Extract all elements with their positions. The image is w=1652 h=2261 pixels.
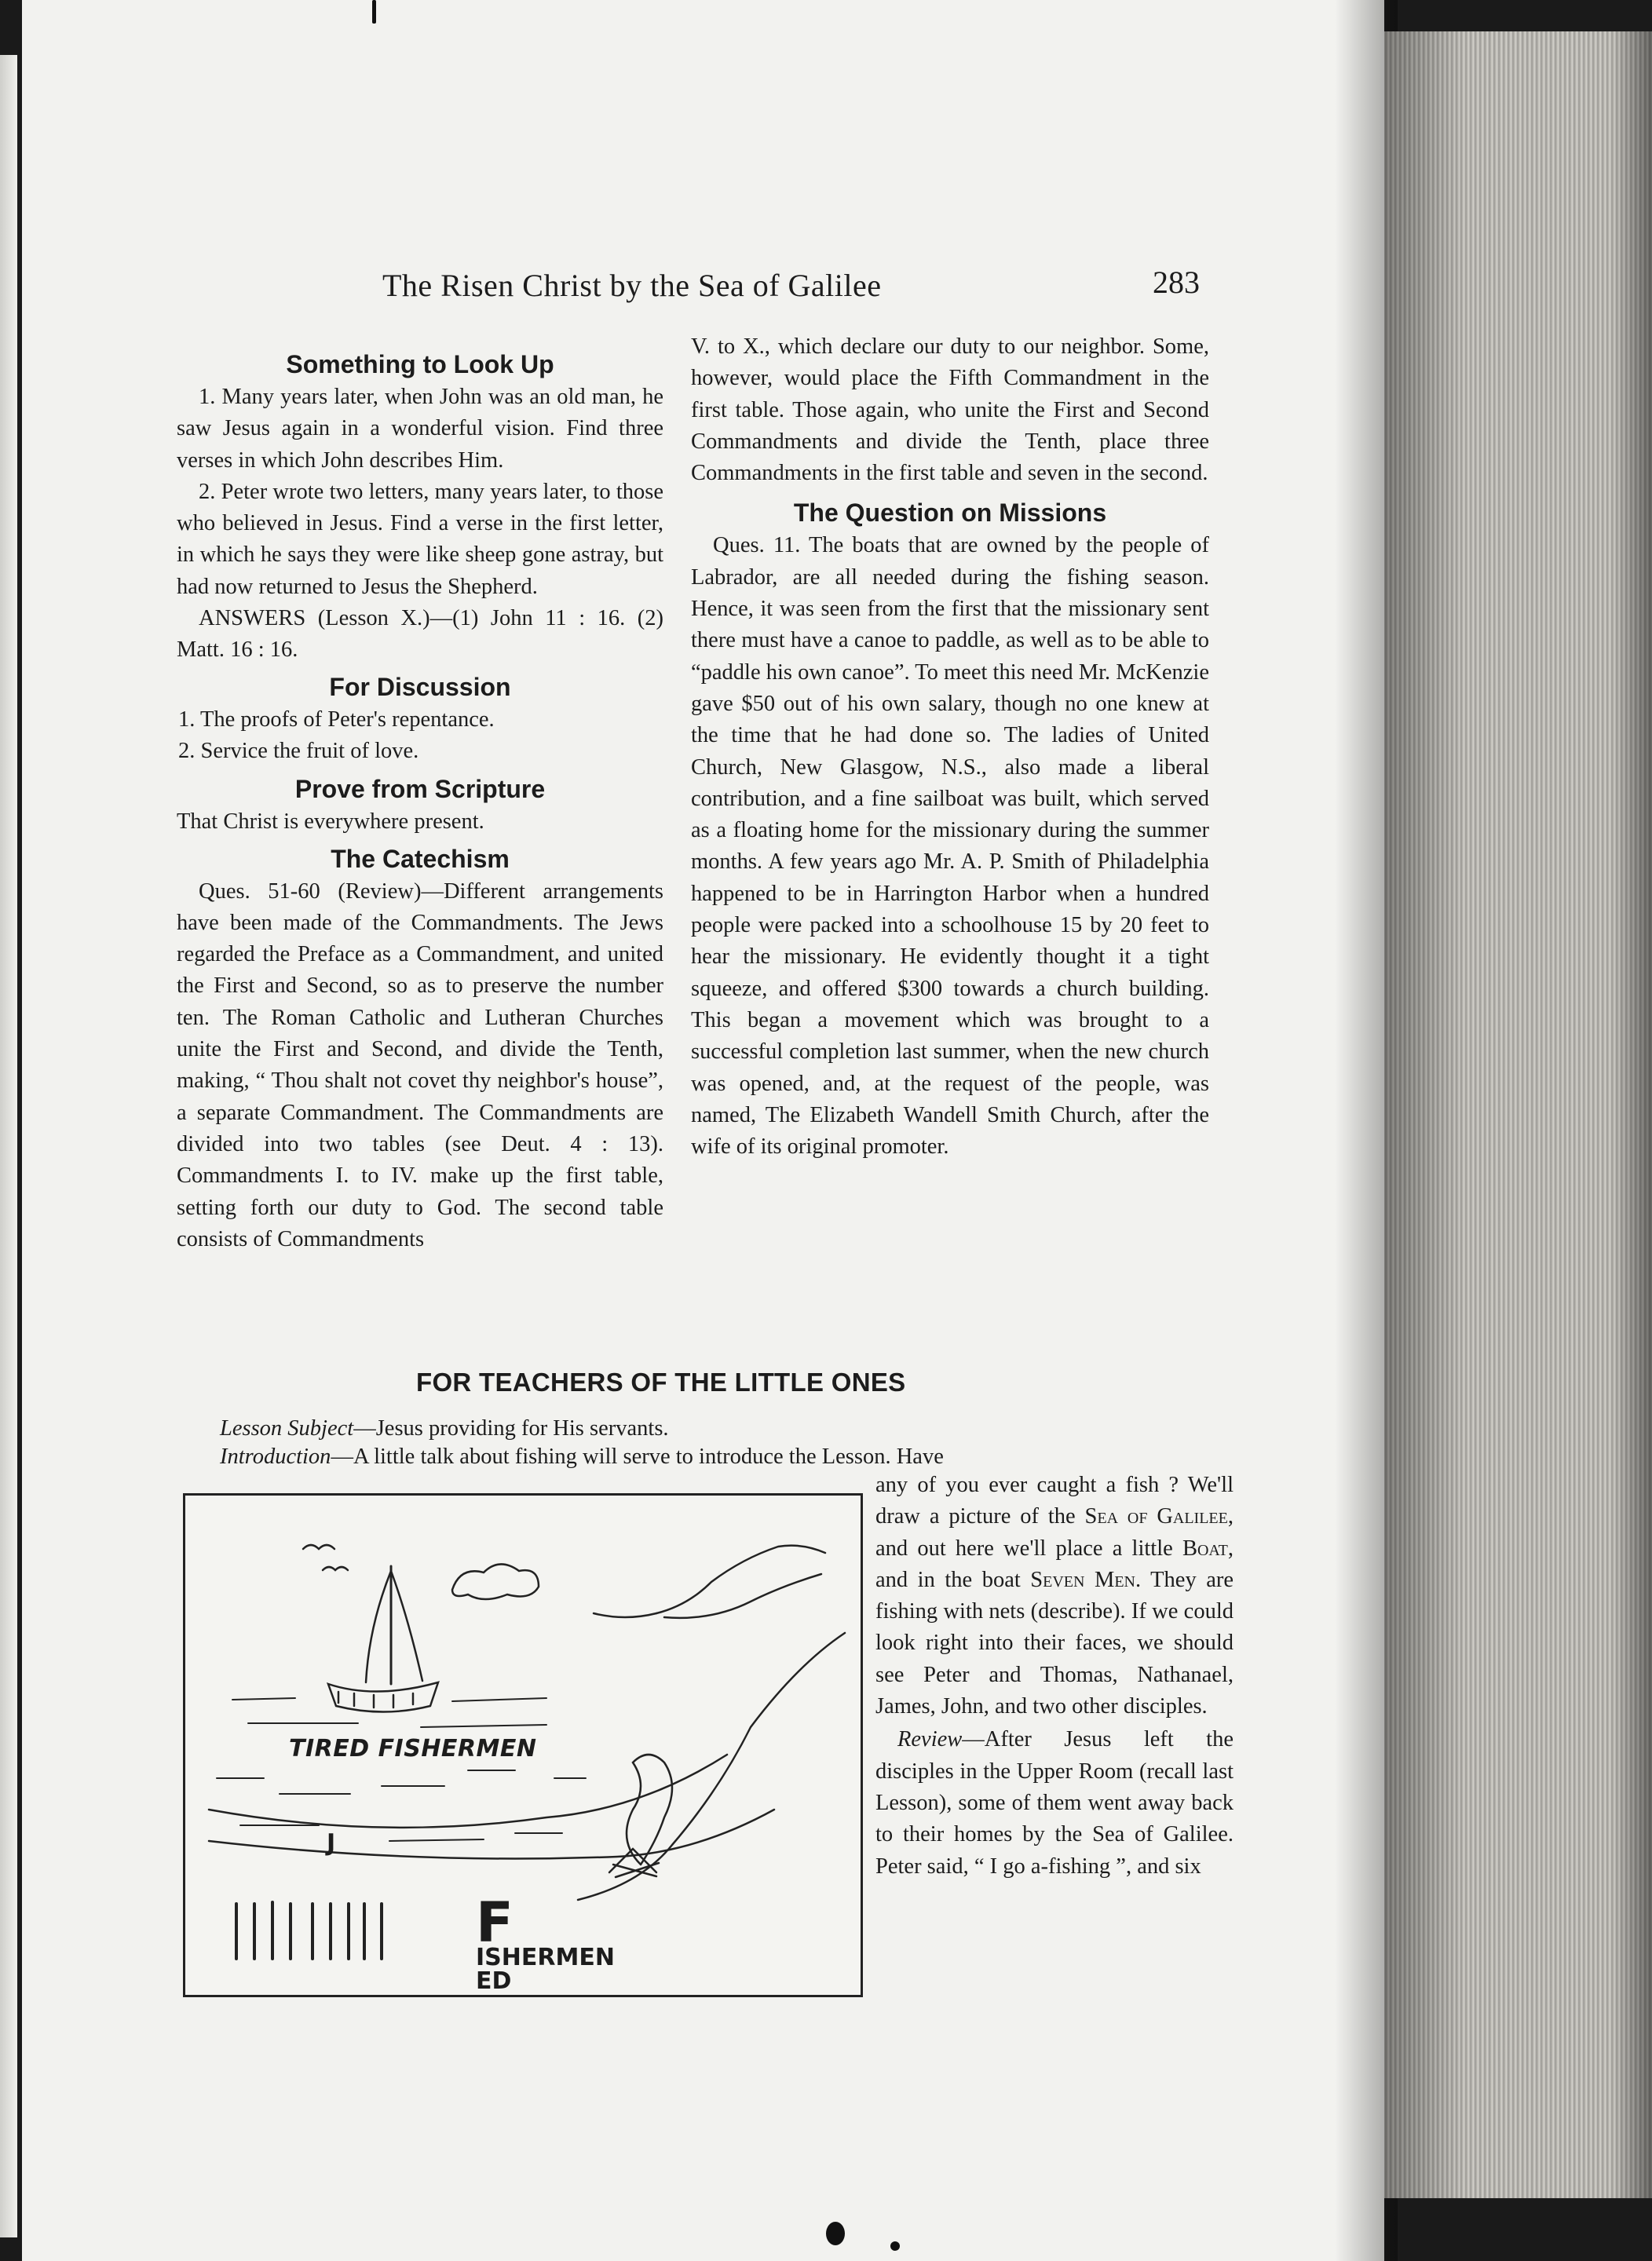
lesson-subject-line	[220, 1413, 669, 1445]
scan-speck	[890, 2241, 900, 2251]
hill-outline	[656, 1546, 825, 1613]
review-label: Review	[897, 1727, 963, 1752]
introduction-continued	[875, 1470, 1234, 1722]
scan-speck	[372, 0, 376, 24]
fed-line-2: ED	[476, 1967, 512, 1995]
catechism-paragraph: Ques. 51-60 (Review)—Different arrangements have been made of the Commandments. The Jews regarded the Preface as a Commandment, and united the First and Second, so as to preserve the number ten. The Roman Catholic and Lutheran Churches unite the First and Second, and divide the Tenth, making, “ Thou shalt not covet thy neighbor's house”, a separate Commandment. The Commandments are divided into two tables (see Deut. 4 : 13). Commandments I. to IV. make up the first table, setting forth our duty to God. The second table consists of Commandments	[177, 878, 663, 1251]
bird-sketch	[303, 1545, 334, 1549]
introduction-label: Introduction	[220, 1445, 331, 1469]
intro-text-run: , and in the boat	[875, 1536, 1234, 1592]
section-heading-look-up: Something to Look Up	[286, 350, 554, 378]
prove-text: That Christ is everywhere present.	[177, 809, 484, 835]
discussion-list	[177, 704, 663, 768]
fed-line-1: ISHERMEN	[476, 1944, 615, 1971]
bird-sketch	[323, 1567, 348, 1570]
section-heading-prove: Prove from Scripture	[294, 775, 546, 804]
intro-text-run: . They are fishing with nets (describe). If we could look right into their faces, we should see Peter and Thomas, Nathanael, James, John, and two other disciples.	[875, 1567, 1234, 1719]
boat-term: Boat	[1182, 1536, 1228, 1561]
discussion-item: 1. The proofs of Peter's repentance.	[178, 707, 495, 732]
catechism-continued: V. to X., which declare our duty to our neighbor. Some, however, would place the Fifth Commandment in the first table. Those again, who unite the First and Second Commandments and divide the Tenth, place three Commandments in the first table and seven in the second.	[691, 334, 1209, 486]
tally-marks	[236, 1902, 382, 1959]
section-heading-catechism: The Catechism	[331, 844, 510, 873]
sea-of-galilee-term: Sea of Galilee	[1084, 1504, 1228, 1529]
discussion-item: 2. Service the fruit of love.	[178, 738, 419, 763]
section-heading-discussion: For Discussion	[329, 672, 511, 701]
introduction-line	[220, 1441, 1233, 1473]
review-paragraph	[875, 1724, 1234, 1882]
scan-speck	[826, 2222, 845, 2245]
section-heading-missions: The Question on Missions	[793, 499, 1107, 528]
look-up-question-2: 2. Peter wrote two letters, many years later, to those who believed in Jesus. Find a verse in the first letter, in which he says they were like sheep gone astray, but had now returned to Jesus the Shepherd.	[177, 479, 663, 599]
page-block-shading	[1384, 31, 1652, 2198]
cloud-sketch	[452, 1564, 539, 1599]
j-label: J	[327, 1829, 336, 1857]
blackboard-illustration	[183, 1493, 863, 1997]
seven-men-term: Seven Men	[1030, 1567, 1135, 1592]
tired-fishermen-label: TIRED FISHERMEN	[289, 1735, 537, 1762]
fishermen-fed-label	[476, 1890, 615, 1995]
fed-initial: F	[476, 1890, 514, 1955]
page-number: 283	[1153, 265, 1200, 300]
introduction-text: —A little talk about fishing will serve to introduce the Lesson. Have	[331, 1445, 944, 1469]
missions-paragraph: Ques. 11. The boats that are owned by the people of Labrador, are all needed during the fishing season. Hence, it was seen from the first that the missionary sent there must have a canoe to paddle, as well as to be able to “paddle his own canoe”. To meet this need Mr. McKenzie gave $50 out of his own salary, though no one knew at the time that he had done so. The ladies of United Church, New Glasgow, N.S., also made a liberal contribution, and a fine sailboat was built, which served as a floating home for the missionary during the summer months. A few years ago Mr. A. P. Smith of Philadelphia happened to be in Harrington Harbor when a hundred people were packed into a schoolhouse 15 by 20 feet to hear the missionary. He evidently thought it a tight squeeze, and offered $300 towards a church building. This began a movement which was brought to a successful completion last summer, when the new church was opened, and, at the request of the people, was named, The Elizabeth Wandell Smith Church, after the wife of its original promoter.	[691, 533, 1209, 1160]
lesson-subject-label: Lesson Subject	[220, 1416, 354, 1441]
beach-edge	[578, 1633, 845, 1900]
boat-sail	[366, 1571, 391, 1682]
teachers-text-column	[875, 1470, 1234, 1883]
left-column	[177, 345, 663, 1255]
right-column	[691, 331, 1209, 1163]
lesson-subject-text: —Jesus providing for His servants.	[353, 1416, 669, 1441]
intro-text-run: , and out here we'll place a little	[875, 1504, 1234, 1561]
review-text: —After Jesus left the disciples in the Upper Room (recall last Lesson), some of them went away back to their homes by the Sea of Galilee. Peter said, “ I go a-fishing ”, and six	[875, 1727, 1234, 1879]
answers-paragraph: ANSWERS (Lesson X.)—(1) John 11 : 16. (2) Matt. 16 : 16.	[177, 606, 663, 663]
look-up-question-1: 1. Many years later, when John was an old man, he saw Jesus again in a wonderful vision. Find three verses in which John describes Him.	[177, 385, 663, 473]
teachers-heading: FOR TEACHERS OF THE LITTLE ONES	[416, 1368, 906, 1397]
shore-line	[664, 1574, 821, 1618]
boat-hull	[328, 1682, 438, 1712]
facing-page-edge	[0, 55, 17, 2237]
intro-text-run: any of you ever caught a fish ? We'll draw a picture of the	[875, 1473, 1234, 1529]
running-head: The Risen Christ by the Sea of Galilee	[382, 268, 882, 303]
